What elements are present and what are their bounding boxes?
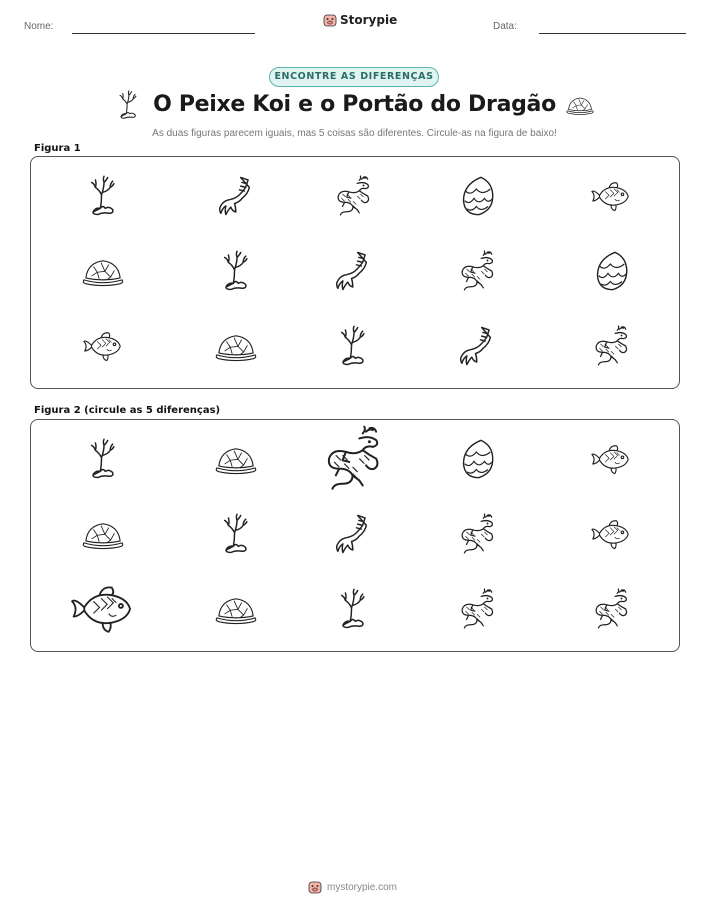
scale-icon xyxy=(460,438,495,480)
name-label: Nome: xyxy=(24,21,54,32)
footer-url[interactable]: mystorypie.com xyxy=(327,881,398,893)
dragon-icon xyxy=(590,325,632,367)
figure-1-item-r2-c1 xyxy=(63,240,143,302)
claw-icon xyxy=(333,250,373,292)
figure-2-item-r1-c3[interactable] xyxy=(313,428,393,490)
shell-icon xyxy=(82,257,124,286)
figure-2-item-r3-c1[interactable] xyxy=(63,578,143,640)
figure-1-item-r3-c1 xyxy=(63,315,143,377)
figure-1-item-r3-c5 xyxy=(571,315,651,377)
figure-1-item-r3-c4 xyxy=(437,315,517,377)
date-line[interactable] xyxy=(539,33,686,34)
claw-icon xyxy=(333,513,373,555)
dragon-icon xyxy=(319,425,386,492)
dragon-icon xyxy=(332,175,374,217)
date-label: Data: xyxy=(493,21,517,32)
coral-icon xyxy=(338,588,368,630)
figure-2-item-r3-c4[interactable] xyxy=(437,578,517,640)
figure-2-item-r1-c2[interactable] xyxy=(196,428,276,490)
figure-2-item-r1-c4[interactable] xyxy=(437,428,517,490)
scale-icon xyxy=(594,250,629,292)
figure-1-item-r2-c4 xyxy=(437,240,517,302)
figure-2-item-r2-c5[interactable] xyxy=(571,503,651,565)
coral-icon xyxy=(221,250,251,292)
figure-2-item-r3-c5[interactable] xyxy=(571,578,651,640)
figure-2-panel[interactable] xyxy=(30,419,680,652)
figure-1-item-r3-c3 xyxy=(313,315,393,377)
figure-1-item-r1-c5 xyxy=(571,165,651,227)
shell-icon xyxy=(215,445,257,474)
dragon-icon xyxy=(456,588,498,630)
figure-2-item-r2-c1[interactable] xyxy=(63,503,143,565)
figure-1-item-r1-c2 xyxy=(196,165,276,227)
dragon-icon xyxy=(456,513,498,555)
fish-icon xyxy=(82,330,124,363)
brand-name: Storypie xyxy=(340,13,398,27)
claw-icon xyxy=(457,325,497,367)
shell-icon xyxy=(566,95,594,119)
coral-icon xyxy=(221,513,251,555)
pig-logo-icon xyxy=(323,13,337,27)
claw-icon xyxy=(216,175,256,217)
brand-logo xyxy=(323,13,397,27)
dragon-icon xyxy=(590,588,632,630)
fish-icon xyxy=(69,583,136,635)
coral-icon xyxy=(88,175,118,217)
shell-icon xyxy=(82,520,124,549)
scale-icon xyxy=(460,175,495,217)
page-title: O Peixe Koi e o Portão do Dragão xyxy=(153,92,556,117)
find-differences-badge: ENCONTRE AS DIFERENÇAS xyxy=(269,67,439,87)
figure-1-item-r2-c5 xyxy=(571,240,651,302)
fish-icon xyxy=(590,443,632,476)
figure-1-label: Figura 1 xyxy=(34,143,81,154)
figure-1-item-r2-c2 xyxy=(196,240,276,302)
figure-1-item-r1-c4 xyxy=(437,165,517,227)
fish-icon xyxy=(590,180,632,213)
figure-1-item-r1-c3 xyxy=(313,165,393,227)
pig-logo-icon xyxy=(308,880,322,894)
name-line[interactable] xyxy=(72,33,255,34)
footer xyxy=(308,880,397,894)
figure-2-item-r2-c4[interactable] xyxy=(437,503,517,565)
figure-2-item-r1-c1[interactable] xyxy=(63,428,143,490)
coral-icon xyxy=(88,438,118,480)
figure-2-item-r2-c2[interactable] xyxy=(196,503,276,565)
figure-2-item-r1-c5[interactable] xyxy=(571,428,651,490)
figure-2-item-r3-c3[interactable] xyxy=(313,578,393,640)
shell-icon xyxy=(215,595,257,624)
instructions: As duas figuras parecem iguais, mas 5 coisas são diferentes. Circule-as na figura de baixo! xyxy=(152,128,557,139)
fish-icon xyxy=(590,518,632,551)
figure-2-item-r3-c2[interactable] xyxy=(196,578,276,640)
figure-1-item-r3-c2 xyxy=(196,315,276,377)
shell-icon xyxy=(215,332,257,361)
figure-1-item-r1-c1 xyxy=(63,165,143,227)
dragon-icon xyxy=(456,250,498,292)
figure-1-item-r2-c3 xyxy=(313,240,393,302)
figure-2-item-r2-c3[interactable] xyxy=(313,503,393,565)
coral-icon xyxy=(338,325,368,367)
figure-2-label: Figura 2 (circule as 5 diferenças) xyxy=(34,405,221,416)
figure-1-panel xyxy=(30,156,680,389)
